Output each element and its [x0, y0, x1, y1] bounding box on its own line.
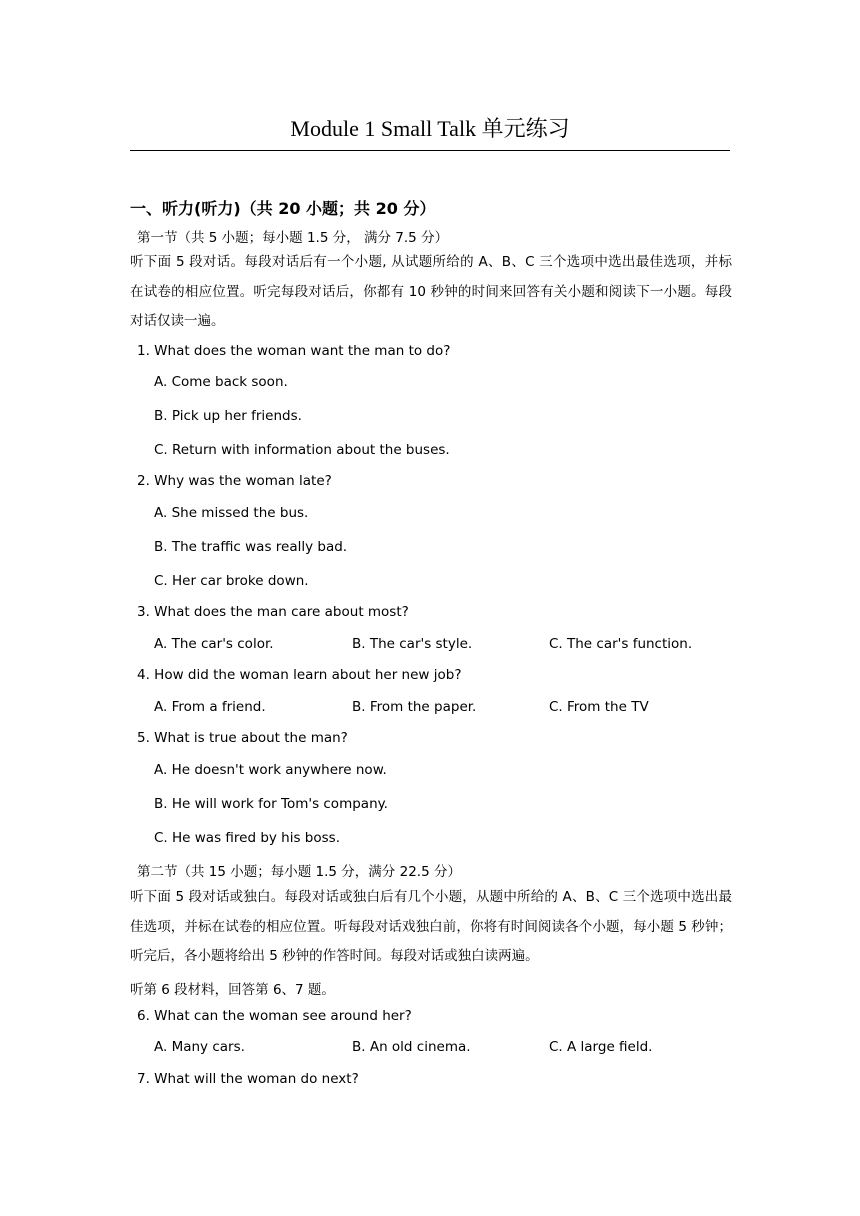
- option-b: B. From the paper.: [352, 699, 477, 715]
- option-c: C. The car's function.: [549, 636, 693, 652]
- question-stem: 6. What can the woman see around her?: [137, 1008, 412, 1024]
- part2-title: 第二节（共 15 小题；每小题 1.5 分，满分 22.5 分）: [137, 864, 461, 880]
- option-b: B. An old cinema.: [352, 1039, 471, 1055]
- option-a: A. The car's color.: [154, 636, 274, 652]
- part1-instructions: 听下面 5 段对话。每段对话后有一个小题, 从试题所给的 A、B、C 三个选项中选出最佳选项，并标在试卷的相应位置。听完每段对话后，你都有 10 秒钟的时间来回答有关小题和阅读下一小题。每段对话仅读一遍。: [130, 254, 732, 329]
- option-a: A. He doesn't work anywhere now.: [154, 762, 387, 778]
- option-c: C. From the TV: [549, 699, 649, 715]
- question-stem: 4. How did the woman learn about her new job?: [137, 667, 462, 683]
- question-stem: 7. What will the woman do next?: [137, 1071, 359, 1087]
- option-c: C. Her car broke down.: [154, 573, 309, 589]
- option-a: A. From a friend.: [154, 699, 266, 715]
- question-stem: 3. What does the man care about most?: [137, 604, 409, 620]
- option-a: A. Many cars.: [154, 1039, 245, 1055]
- option-c: C. Return with information about the buses.: [154, 442, 450, 458]
- option-c: C. He was fired by his boss.: [154, 830, 340, 846]
- title-divider: [130, 150, 730, 151]
- question-stem: 5. What is true about the man?: [137, 730, 348, 746]
- option-b: B. Pick up her friends.: [154, 408, 302, 424]
- option-a: A. Come back soon.: [154, 374, 288, 390]
- option-c: C. A large field.: [549, 1039, 653, 1055]
- part1-title: 第一节（共 5 小题；每小题 1.5 分， 满分 7.5 分）: [137, 230, 449, 246]
- option-b: B. The car's style.: [352, 636, 473, 652]
- page-title: Module 1 Small Talk 单元练习: [290, 116, 570, 141]
- material-note: 听第 6 段材料，回答第 6、7 题。: [130, 982, 335, 998]
- section-heading: 一、听力(听力)（共 20 小题；共 20 分）: [130, 199, 436, 218]
- question-stem: 1. What does the woman want the man to do?: [137, 343, 451, 359]
- option-b: B. He will work for Tom's company.: [154, 796, 388, 812]
- option-a: A. She missed the bus.: [154, 505, 309, 521]
- question-stem: 2. Why was the woman late?: [137, 473, 332, 489]
- part2-instructions: 听下面 5 段对话或独白。每段对话或独白后有几个小题，从题中所给的 A、B、C 三个选项中选出最佳选项，并标在试卷的相应位置。听每段对话戏独白前，你将有时间阅读各个小题，每小题 5 秒钟；听完后，各小题将给出 5 秒钟的作答时间。每段对话或独白读两遍。: [130, 889, 732, 964]
- option-b: B. The traffic was really bad.: [154, 539, 348, 555]
